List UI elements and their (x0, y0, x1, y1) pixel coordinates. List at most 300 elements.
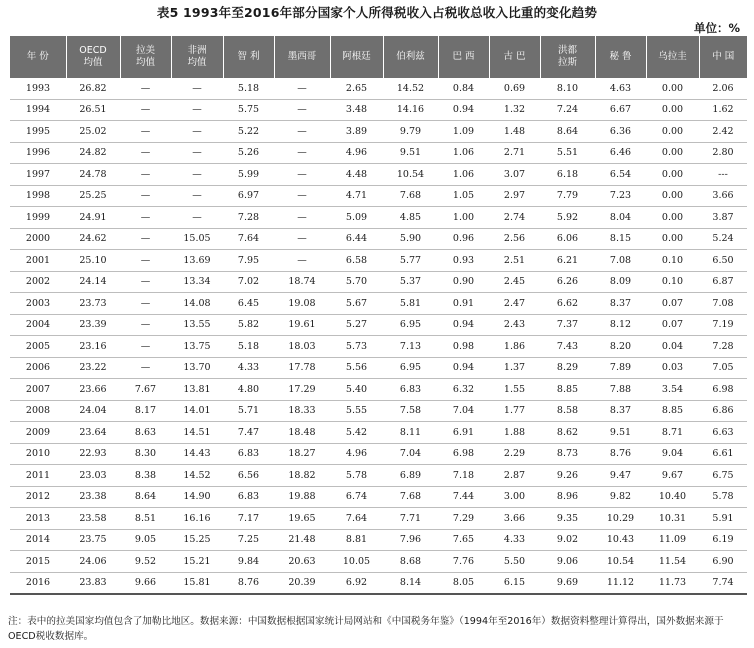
value-cell: 5.81 (383, 293, 438, 315)
table-row (10, 379, 747, 401)
year-cell: 1993 (10, 78, 66, 99)
value-cell: 24.78 (66, 164, 120, 186)
value-cell: — (274, 121, 330, 143)
value-cell: 9.35 (540, 508, 595, 530)
value-cell: 2.56 (489, 228, 540, 250)
value-cell: 6.62 (540, 293, 595, 315)
value-cell: 24.14 (66, 271, 120, 293)
footnote: 注：表中的拉美国家均值包含了加勒比地区。数据来源：中国数据根据国家统计局网站和《中国税务年鉴》（1994年至2016年）数据资料整理计算得出，国外数据来源于OECD税收数据库。 (8, 616, 724, 642)
value-cell: 6.26 (540, 271, 595, 293)
value-cell: 8.96 (540, 486, 595, 508)
value-cell: 6.54 (595, 164, 646, 186)
value-cell: 7.13 (383, 336, 438, 358)
value-cell: 2.45 (489, 271, 540, 293)
value-cell: 8.14 (383, 572, 438, 594)
column-header: 年 份 (10, 36, 66, 78)
value-cell: 25.10 (66, 250, 120, 272)
value-cell: 9.26 (540, 465, 595, 487)
value-cell: 10.54 (383, 164, 438, 186)
value-cell: 18.82 (274, 465, 330, 487)
value-cell: 23.39 (66, 314, 120, 336)
value-cell: 7.68 (383, 185, 438, 207)
value-cell: 6.15 (489, 572, 540, 594)
table-row (10, 422, 747, 444)
column-header: 智 利 (223, 36, 274, 78)
table-row (10, 551, 747, 573)
value-cell: 1.37 (489, 357, 540, 379)
value-cell: 4.63 (595, 78, 646, 99)
table-row (10, 508, 747, 530)
value-cell: 8.20 (595, 336, 646, 358)
column-header: 中 国 (699, 36, 747, 78)
year-cell: 2010 (10, 443, 66, 465)
value-cell: 5.78 (330, 465, 383, 487)
value-cell: 7.65 (438, 529, 489, 551)
year-cell: 2013 (10, 508, 66, 530)
value-cell: 9.02 (540, 529, 595, 551)
year-cell: 2009 (10, 422, 66, 444)
value-cell: 13.75 (171, 336, 223, 358)
value-cell: 9.82 (595, 486, 646, 508)
value-cell: 0.00 (646, 99, 699, 121)
value-cell: 3.66 (489, 508, 540, 530)
value-cell: 23.66 (66, 379, 120, 401)
value-cell: 8.64 (540, 121, 595, 143)
value-cell: 6.95 (383, 314, 438, 336)
table-row (10, 486, 747, 508)
value-cell: 6.98 (438, 443, 489, 465)
table-row (10, 336, 747, 358)
value-cell: 25.25 (66, 185, 120, 207)
table-row (10, 400, 747, 422)
value-cell: 11.54 (646, 551, 699, 573)
value-cell: 24.82 (66, 142, 120, 164)
table-row (10, 572, 747, 594)
value-cell: 6.56 (223, 465, 274, 487)
value-cell: 13.55 (171, 314, 223, 336)
value-cell: 0.94 (438, 99, 489, 121)
value-cell: 8.64 (120, 486, 171, 508)
year-cell: 2004 (10, 314, 66, 336)
value-cell: 8.68 (383, 551, 438, 573)
value-cell: 9.69 (540, 572, 595, 594)
value-cell: — (274, 207, 330, 229)
value-cell: 5.90 (383, 228, 438, 250)
year-cell: 2014 (10, 529, 66, 551)
value-cell: 15.05 (171, 228, 223, 250)
value-cell: — (171, 78, 223, 99)
year-cell: 2008 (10, 400, 66, 422)
value-cell: — (120, 164, 171, 186)
value-cell: 5.92 (540, 207, 595, 229)
value-cell: 7.24 (540, 99, 595, 121)
value-cell: 7.18 (438, 465, 489, 487)
value-cell: 2.47 (489, 293, 540, 315)
table-row (10, 529, 747, 551)
year-cell: 1999 (10, 207, 66, 229)
value-cell: 0.00 (646, 228, 699, 250)
value-cell: — (274, 99, 330, 121)
value-cell: 0.00 (646, 164, 699, 186)
value-cell: 5.78 (699, 486, 747, 508)
value-cell: 1.62 (699, 99, 747, 121)
value-cell: 16.16 (171, 508, 223, 530)
value-cell: 0.69 (489, 78, 540, 99)
value-cell: 13.34 (171, 271, 223, 293)
year-cell: 2016 (10, 572, 66, 594)
value-cell: 2.87 (489, 465, 540, 487)
value-cell: 6.91 (438, 422, 489, 444)
value-cell: 3.00 (489, 486, 540, 508)
value-cell: 6.61 (699, 443, 747, 465)
table-row (10, 250, 747, 272)
value-cell: 8.81 (330, 529, 383, 551)
value-cell: 6.18 (540, 164, 595, 186)
year-cell: 2015 (10, 551, 66, 573)
value-cell: 13.81 (171, 379, 223, 401)
value-cell: 13.69 (171, 250, 223, 272)
table-row (10, 271, 747, 293)
value-cell: 7.04 (383, 443, 438, 465)
value-cell: 8.38 (120, 465, 171, 487)
value-cell: 5.26 (223, 142, 274, 164)
value-cell: 6.58 (330, 250, 383, 272)
value-cell: — (120, 357, 171, 379)
value-cell: 4.33 (223, 357, 274, 379)
value-cell: — (171, 121, 223, 143)
value-cell: 5.70 (330, 271, 383, 293)
value-cell: 7.67 (120, 379, 171, 401)
value-cell: 2.71 (489, 142, 540, 164)
value-cell: 0.00 (646, 185, 699, 207)
value-cell: 5.40 (330, 379, 383, 401)
value-cell: 5.71 (223, 400, 274, 422)
value-cell: — (120, 99, 171, 121)
value-cell: 7.02 (223, 271, 274, 293)
value-cell: 8.85 (646, 400, 699, 422)
column-header: 洪都 拉斯 (540, 36, 595, 78)
unit-label: 单位：% (693, 21, 740, 35)
year-cell: 1998 (10, 185, 66, 207)
value-cell: 14.01 (171, 400, 223, 422)
value-cell: 5.67 (330, 293, 383, 315)
value-cell: 4.33 (489, 529, 540, 551)
value-cell: 7.08 (699, 293, 747, 315)
value-cell: 14.52 (171, 465, 223, 487)
value-cell: 7.19 (699, 314, 747, 336)
value-cell: 11.73 (646, 572, 699, 594)
value-cell: 22.93 (66, 443, 120, 465)
value-cell: 18.74 (274, 271, 330, 293)
year-cell: 2012 (10, 486, 66, 508)
value-cell: 8.62 (540, 422, 595, 444)
value-cell: — (171, 185, 223, 207)
value-cell: 7.05 (699, 357, 747, 379)
value-cell: 6.86 (699, 400, 747, 422)
year-cell: 2006 (10, 357, 66, 379)
value-cell: 2.43 (489, 314, 540, 336)
column-header: OECD 均值 (66, 36, 120, 78)
value-cell: 0.84 (438, 78, 489, 99)
value-cell: 0.94 (438, 314, 489, 336)
value-cell: 19.61 (274, 314, 330, 336)
value-cell: 9.67 (646, 465, 699, 487)
value-cell: 7.76 (438, 551, 489, 573)
value-cell: — (120, 185, 171, 207)
value-cell: 4.85 (383, 207, 438, 229)
value-cell: — (120, 336, 171, 358)
value-cell: 2.65 (330, 78, 383, 99)
value-cell: 7.96 (383, 529, 438, 551)
value-cell: — (274, 142, 330, 164)
column-header: 巴 西 (438, 36, 489, 78)
value-cell: 8.51 (120, 508, 171, 530)
value-cell: 0.04 (646, 336, 699, 358)
value-cell: 8.71 (646, 422, 699, 444)
value-cell: 1.88 (489, 422, 540, 444)
value-cell: 5.42 (330, 422, 383, 444)
value-cell: 19.08 (274, 293, 330, 315)
value-cell: 6.06 (540, 228, 595, 250)
value-cell: 6.32 (438, 379, 489, 401)
value-cell: 6.36 (595, 121, 646, 143)
value-cell: 6.63 (699, 422, 747, 444)
value-cell: 23.03 (66, 465, 120, 487)
value-cell: 14.43 (171, 443, 223, 465)
year-cell: 2011 (10, 465, 66, 487)
value-cell: 4.71 (330, 185, 383, 207)
value-cell: 23.75 (66, 529, 120, 551)
value-cell: 0.00 (646, 142, 699, 164)
value-cell: 1.55 (489, 379, 540, 401)
value-cell: 1.86 (489, 336, 540, 358)
value-cell: 7.43 (540, 336, 595, 358)
value-cell: 1.48 (489, 121, 540, 143)
value-cell: 5.18 (223, 336, 274, 358)
value-cell: 8.73 (540, 443, 595, 465)
value-cell: 10.05 (330, 551, 383, 573)
value-cell: 6.46 (595, 142, 646, 164)
value-cell: 14.52 (383, 78, 438, 99)
value-cell: 5.99 (223, 164, 274, 186)
value-cell: 15.81 (171, 572, 223, 594)
value-cell: 5.37 (383, 271, 438, 293)
value-cell: — (120, 314, 171, 336)
value-cell: 6.50 (699, 250, 747, 272)
value-cell: 0.07 (646, 293, 699, 315)
value-cell: 1.32 (489, 99, 540, 121)
value-cell: 3.66 (699, 185, 747, 207)
value-cell: 0.00 (646, 78, 699, 99)
column-header: 非洲 均值 (171, 36, 223, 78)
table-row (10, 207, 747, 229)
value-cell: 8.10 (540, 78, 595, 99)
value-cell: 10.29 (595, 508, 646, 530)
value-cell: 9.84 (223, 551, 274, 573)
value-cell: — (171, 164, 223, 186)
value-cell: 6.97 (223, 185, 274, 207)
value-cell: 0.93 (438, 250, 489, 272)
table-row (10, 185, 747, 207)
value-cell: 10.40 (646, 486, 699, 508)
value-cell: 8.58 (540, 400, 595, 422)
value-cell: 14.51 (171, 422, 223, 444)
value-cell: 26.51 (66, 99, 120, 121)
value-cell: 6.44 (330, 228, 383, 250)
value-cell: 8.85 (540, 379, 595, 401)
value-cell: — (120, 293, 171, 315)
value-cell: — (171, 207, 223, 229)
value-cell: 6.75 (699, 465, 747, 487)
value-cell: 25.02 (66, 121, 120, 143)
value-cell: 8.76 (595, 443, 646, 465)
value-cell: — (274, 250, 330, 272)
value-cell: 9.51 (595, 422, 646, 444)
value-cell: 9.79 (383, 121, 438, 143)
value-cell: 6.67 (595, 99, 646, 121)
value-cell: 4.48 (330, 164, 383, 186)
value-cell: 8.63 (120, 422, 171, 444)
value-cell: 6.83 (223, 443, 274, 465)
value-cell: 6.21 (540, 250, 595, 272)
value-cell: — (274, 228, 330, 250)
value-cell: — (120, 207, 171, 229)
value-cell: 9.52 (120, 551, 171, 573)
value-cell: 7.04 (438, 400, 489, 422)
value-cell: — (274, 185, 330, 207)
value-cell: 19.65 (274, 508, 330, 530)
value-cell: 5.50 (489, 551, 540, 573)
value-cell: 5.73 (330, 336, 383, 358)
table-row (10, 121, 747, 143)
year-cell: 2007 (10, 379, 66, 401)
value-cell: 9.47 (595, 465, 646, 487)
value-cell: — (171, 99, 223, 121)
table-row (10, 465, 747, 487)
value-cell: 13.70 (171, 357, 223, 379)
value-cell: 0.07 (646, 314, 699, 336)
header-row (10, 36, 747, 78)
value-cell: 24.04 (66, 400, 120, 422)
value-cell: 14.90 (171, 486, 223, 508)
table-row (10, 142, 747, 164)
value-cell: 5.82 (223, 314, 274, 336)
value-cell: — (120, 250, 171, 272)
value-cell: 24.91 (66, 207, 120, 229)
value-cell: 5.24 (699, 228, 747, 250)
value-cell: 15.25 (171, 529, 223, 551)
value-cell: 8.30 (120, 443, 171, 465)
value-cell: 2.97 (489, 185, 540, 207)
value-cell: 20.39 (274, 572, 330, 594)
value-cell: 6.83 (223, 486, 274, 508)
value-cell: 6.19 (699, 529, 747, 551)
value-cell: 0.10 (646, 271, 699, 293)
value-cell: 1.00 (438, 207, 489, 229)
table-title: 表5 1993年至2016年部分国家个人所得税收入占税收总收入比重的变化趋势 (156, 5, 598, 20)
value-cell: 1.06 (438, 142, 489, 164)
value-cell: 2.51 (489, 250, 540, 272)
year-cell: 1995 (10, 121, 66, 143)
value-cell: 20.63 (274, 551, 330, 573)
value-cell: 1.06 (438, 164, 489, 186)
value-cell: 19.88 (274, 486, 330, 508)
column-header: 伯利兹 (383, 36, 438, 78)
value-cell: 7.17 (223, 508, 274, 530)
table-row (10, 78, 747, 99)
value-cell: 7.89 (595, 357, 646, 379)
value-cell: 7.44 (438, 486, 489, 508)
value-cell: 1.05 (438, 185, 489, 207)
year-cell: 2003 (10, 293, 66, 315)
value-cell: 7.08 (595, 250, 646, 272)
table-row (10, 164, 747, 186)
value-cell: 8.76 (223, 572, 274, 594)
value-cell: 23.83 (66, 572, 120, 594)
value-cell: 7.23 (595, 185, 646, 207)
value-cell: 2.29 (489, 443, 540, 465)
table-row (10, 99, 747, 121)
value-cell: 15.21 (171, 551, 223, 573)
value-cell: 23.64 (66, 422, 120, 444)
year-cell: 2001 (10, 250, 66, 272)
value-cell: 23.73 (66, 293, 120, 315)
value-cell: 7.28 (699, 336, 747, 358)
value-cell: 11.12 (595, 572, 646, 594)
value-cell: 18.33 (274, 400, 330, 422)
value-cell: 18.27 (274, 443, 330, 465)
column-header: 秘 鲁 (595, 36, 646, 78)
value-cell: — (274, 164, 330, 186)
value-cell: 9.06 (540, 551, 595, 573)
value-cell: 6.98 (699, 379, 747, 401)
value-cell: 8.05 (438, 572, 489, 594)
value-cell: 0.96 (438, 228, 489, 250)
year-cell: 2005 (10, 336, 66, 358)
value-cell: 23.38 (66, 486, 120, 508)
value-cell: 0.90 (438, 271, 489, 293)
value-cell: 8.12 (595, 314, 646, 336)
value-cell: 1.77 (489, 400, 540, 422)
value-cell: 14.08 (171, 293, 223, 315)
value-cell: 7.79 (540, 185, 595, 207)
value-cell: 5.55 (330, 400, 383, 422)
value-cell: 7.74 (699, 572, 747, 594)
value-cell: 5.09 (330, 207, 383, 229)
value-cell: 5.27 (330, 314, 383, 336)
value-cell: 5.51 (540, 142, 595, 164)
value-cell: 23.22 (66, 357, 120, 379)
value-cell: 7.37 (540, 314, 595, 336)
value-cell: 5.75 (223, 99, 274, 121)
value-cell: 9.04 (646, 443, 699, 465)
value-cell: 8.37 (595, 293, 646, 315)
value-cell: 3.07 (489, 164, 540, 186)
value-cell: --- (699, 164, 747, 186)
value-cell: 3.87 (699, 207, 747, 229)
year-cell: 2000 (10, 228, 66, 250)
value-cell: 8.17 (120, 400, 171, 422)
value-cell: 6.89 (383, 465, 438, 487)
column-header: 阿根廷 (330, 36, 383, 78)
value-cell: — (171, 142, 223, 164)
year-cell: 1996 (10, 142, 66, 164)
value-cell: 6.87 (699, 271, 747, 293)
value-cell: 9.51 (383, 142, 438, 164)
value-cell: 6.45 (223, 293, 274, 315)
value-cell: 3.54 (646, 379, 699, 401)
value-cell: 2.74 (489, 207, 540, 229)
